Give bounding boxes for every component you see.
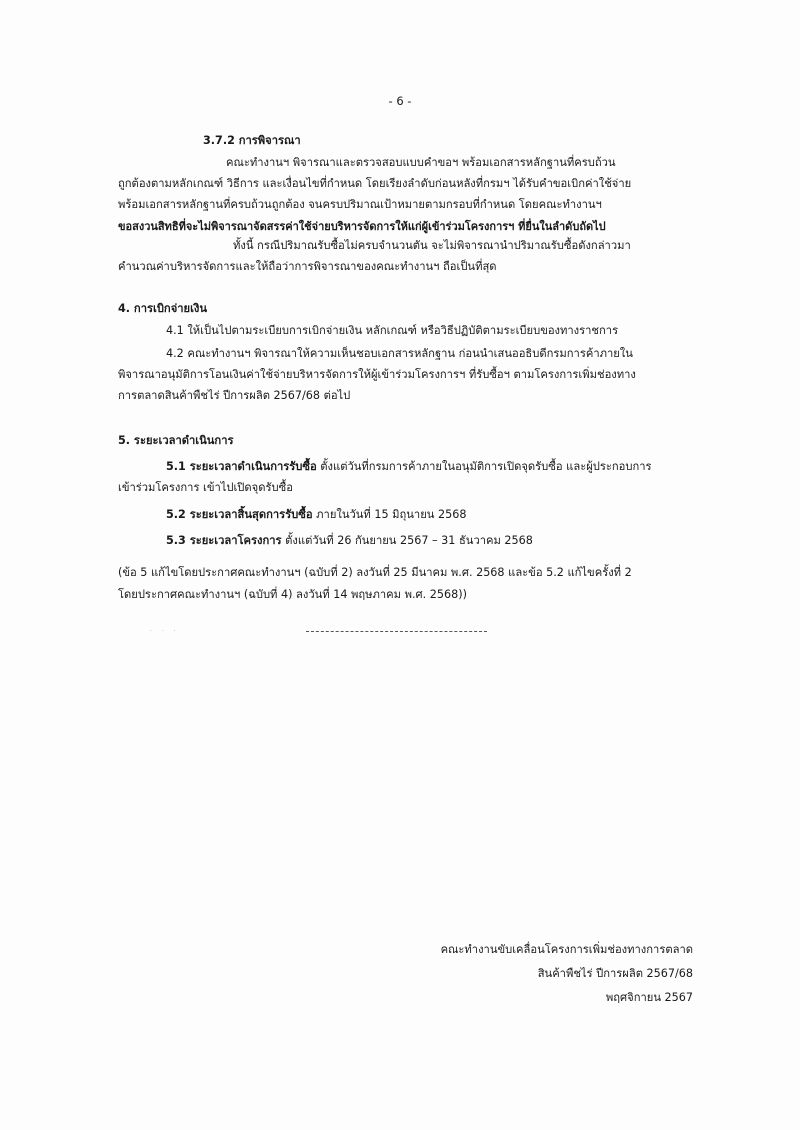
page-number: - 6 - (388, 94, 412, 108)
signature-date: พฤศจิกายน 2567 (605, 991, 693, 1004)
item-5-2-label: 5.2 ระยะเวลาสิ้นสุดการรับซื้อ (166, 508, 313, 521)
section-5-item-5-1-line2: เข้าร่วมโครงการ เข้าไปเปิดจุดรับซื้อ (118, 481, 293, 494)
section-3-7-2-para1-bold-line: ขอสงวนสิทธิที่จะไม่พิจารณาจัดสรรค่าใช้จ่ายบริหารจัดการให้แก่ผู้เข้าร่วมโครงการฯ ที่ยื่นในลำดับถัดไป (118, 220, 606, 233)
section-3-7-2-para1-line2: ถูกต้องตามหลักเกณฑ์ วิธีการ และเงื่อนไขที่กำหนด โดยเรียงลำดับก่อนหลังที่กรมฯ ได้รับคำขอเบิกค่าใช้จ่าย (118, 177, 632, 190)
scan-specks: · · · (150, 628, 180, 635)
section-5-item-5-3 (166, 533, 533, 549)
section-4-item-4-2-line2: พิจารณาอนุมัติการโอนเงินค่าใช้จ่ายบริหารจัดการให้ผู้เข้าร่วมโครงการฯ ที่รับซื้อฯ ตามโครงการเพิ่มช่องทาง (118, 368, 636, 381)
signature-line1: คณะทำงานขับเคลื่อนโครงการเพิ่มช่องทางการตลาด (440, 943, 693, 956)
section-4-item-4-1: 4.1 ให้เป็นไปตามระเบียบการเบิกจ่ายเงิน หลักเกณฑ์ หรือวิธีปฏิบัติตามระเบียบของทางราชการ (166, 324, 619, 337)
item-5-2-text: ภายในวันที่ 15 มิถุนายน 2568 (312, 508, 467, 521)
item-5-1-label: 5.1 ระยะเวลาดำเนินการรับซื้อ (166, 460, 317, 473)
item-5-1-text: ตั้งแต่วันที่กรมการค้าภายในอนุมัติการเปิดจุดรับซื้อ และผู้ประกอบการ (316, 460, 652, 473)
section-5-item-5-2 (166, 507, 466, 523)
section-3-7-2-para1-line1: คณะทำงานฯ พิจารณาและตรวจสอบแบบคำขอฯ พร้อมเอกสารหลักฐานที่ครบถ้วน (226, 156, 616, 169)
section-4-item-4-2-line1: 4.2 คณะทำงานฯ พิจารณาให้ความเห็นชอบเอกสารหลักฐาน ก่อนนำเสนออธิบดีกรมการค้าภายใน (166, 347, 633, 360)
section-3-7-2-para1-line3: พร้อมเอกสารหลักฐานที่ครบถ้วนถูกต้อง จนครบปริมาณเป้าหมายตามกรอบที่กำหนด โดยคณะทำงานฯ (118, 198, 602, 211)
section-3-7-2-heading: 3.7.2 การพิจารณา (203, 134, 301, 147)
section-4-item-4-2-line3: การตลาดสินค้าพืชไร่ ปีการผลิต 2567/68 ต่อไป (118, 389, 351, 402)
section-5-note-line1: (ข้อ 5 แก้ไขโดยประกาศคณะทำงานฯ (ฉบับที่ 2) ลงวันที่ 25 มีนาคม พ.ศ. 2568 และข้อ 5.2 แก้ไขครั้งที่ 2 (118, 566, 632, 579)
section-3-7-2-para2-line2: คำนวณค่าบริหารจัดการและให้ถือว่าการพิจารณาของคณะทำงานฯ ถือเป็นที่สุด (118, 260, 497, 273)
section-5-note-line2: โดยประกาศคณะทำงานฯ (ฉบับที่ 4) ลงวันที่ 14 พฤษภาคม พ.ศ. 2568)) (118, 588, 467, 601)
signature-line2: สินค้าพืชไร่ ปีการผลิต 2567/68 (537, 967, 693, 980)
end-divider (306, 631, 487, 632)
section-3-7-2-para2-line1: ทั้งนี้ กรณีปริมาณรับซื้อไม่ครบจำนวนตัน จะไม่พิจารณานำปริมาณรับซื้อดังกล่าวมา (233, 239, 631, 252)
section-4-heading: 4. การเบิกจ่ายเงิน (118, 302, 208, 315)
item-5-3-text: ตั้งแต่วันที่ 26 กันยายน 2567 – 31 ธันวาคม 2568 (281, 534, 533, 547)
section-5-heading: 5. ระยะเวลาดำเนินการ (118, 434, 234, 447)
item-5-3-label: 5.3 ระยะเวลาโครงการ (166, 534, 282, 547)
section-5-item-5-1 (166, 459, 652, 475)
